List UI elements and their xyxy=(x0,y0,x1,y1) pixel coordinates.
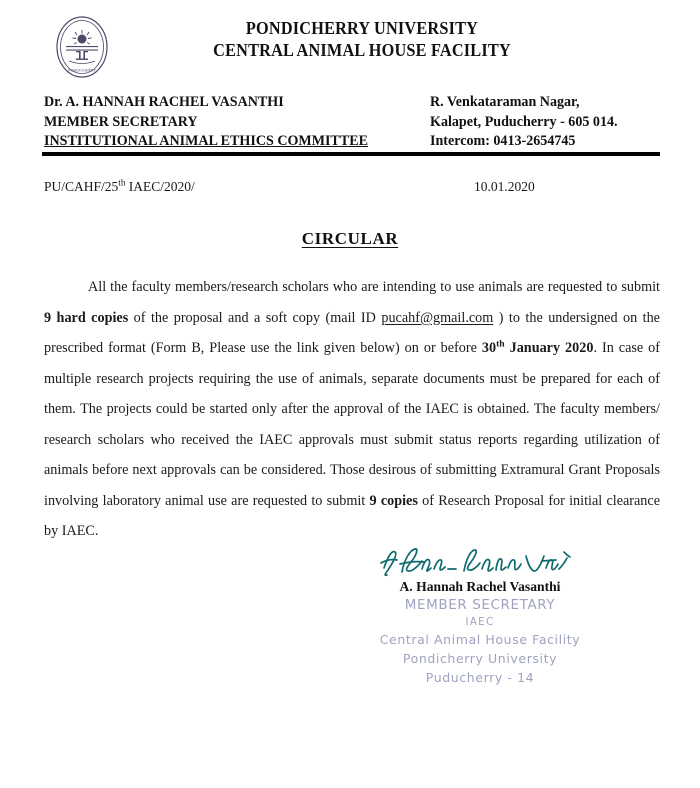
body-bold-hard-copies: 9 hard copies xyxy=(44,309,129,326)
facility-name: CENTRAL ANIMAL HOUSE FACILITY xyxy=(213,40,511,60)
body-bold-deadline xyxy=(482,340,594,356)
address-line-1: R. Venkataraman Nagar, xyxy=(430,94,580,110)
reference-suffix: IAEC/2020/ xyxy=(125,179,195,194)
signature-block xyxy=(350,540,650,695)
document-date: 10.01.2020 xyxy=(474,179,535,194)
body-part-4: . In case of multiple research projects requiring the use of animals, separate documents must be prepared for each of them. The projects could be started only after the approval of the IAEC is obtained. The faculty members/ research scholars who received the IAEC approvals must submit status reports regarding utilization of animals before next approvals can be considered. Those desirous of submitting Extramural Grant Proposals involving laboratory animal use are requested to submit xyxy=(44,340,660,509)
stamp-committee: IAEC xyxy=(465,616,495,628)
deadline-month-year: January 2020 xyxy=(504,340,594,356)
svg-text:PONDICHERRY: PONDICHERRY xyxy=(68,68,96,73)
body-part-2: of the proposal and a soft copy (mail ID xyxy=(128,309,382,326)
officer-designation: MEMBER SECRETARY xyxy=(44,113,198,130)
organisation-titles xyxy=(0,18,700,61)
reference-number xyxy=(44,178,195,196)
deadline-ordinal-suffix: th xyxy=(496,338,505,350)
university-name: PONDICHERRY UNIVERSITY xyxy=(245,18,479,38)
body-part-3: ) to the undersigned on the prescribed format (Form B, Please use the link given below) on or before xyxy=(44,309,660,356)
reference-prefix: PU/CAHF/25 xyxy=(44,179,119,194)
stamp-city: Puducherry - 14 xyxy=(425,670,535,685)
officer-address-block xyxy=(44,93,660,155)
page-title xyxy=(0,229,700,249)
body-bold-copies: 9 copies xyxy=(369,492,418,509)
handwritten-signature-icon xyxy=(378,542,578,584)
address-line-2: Kalapet, Puducherry - 605 014. xyxy=(430,113,618,130)
institution-address xyxy=(430,93,660,152)
contact-email-link[interactable]: pucahf@gmail.com xyxy=(381,309,494,326)
deadline-day: 30 xyxy=(481,340,497,356)
officer-committee: INSTITUTIONAL ANIMAL ETHICS COMMITTEE xyxy=(44,133,368,149)
officer-details xyxy=(44,93,430,152)
stamp-facility: Central Animal House Facility xyxy=(379,632,581,647)
signer-printed-name: A. Hannah Rachel Vasanthi xyxy=(399,579,561,594)
page-title-text: CIRCULAR xyxy=(301,229,399,248)
stamp-university: Pondicherry University xyxy=(402,651,558,666)
official-stamp xyxy=(350,596,610,687)
officer-name: Dr. A. HANNAH RACHEL VASANTHI xyxy=(44,94,284,110)
body-part-5: of Research Proposal for initial clearance by IAEC. xyxy=(44,492,660,539)
circular-body xyxy=(44,272,660,547)
intercom-number: Intercom: 0413-2654745 xyxy=(430,133,576,149)
reference-ordinal-suffix: th xyxy=(118,177,126,188)
body-part-1: All the faculty members/research scholars who are intending to use animals are requested to submit xyxy=(88,279,660,295)
stamp-designation: MEMBER SECRETARY xyxy=(404,597,556,613)
document-header xyxy=(0,0,700,88)
header-divider xyxy=(42,152,660,156)
